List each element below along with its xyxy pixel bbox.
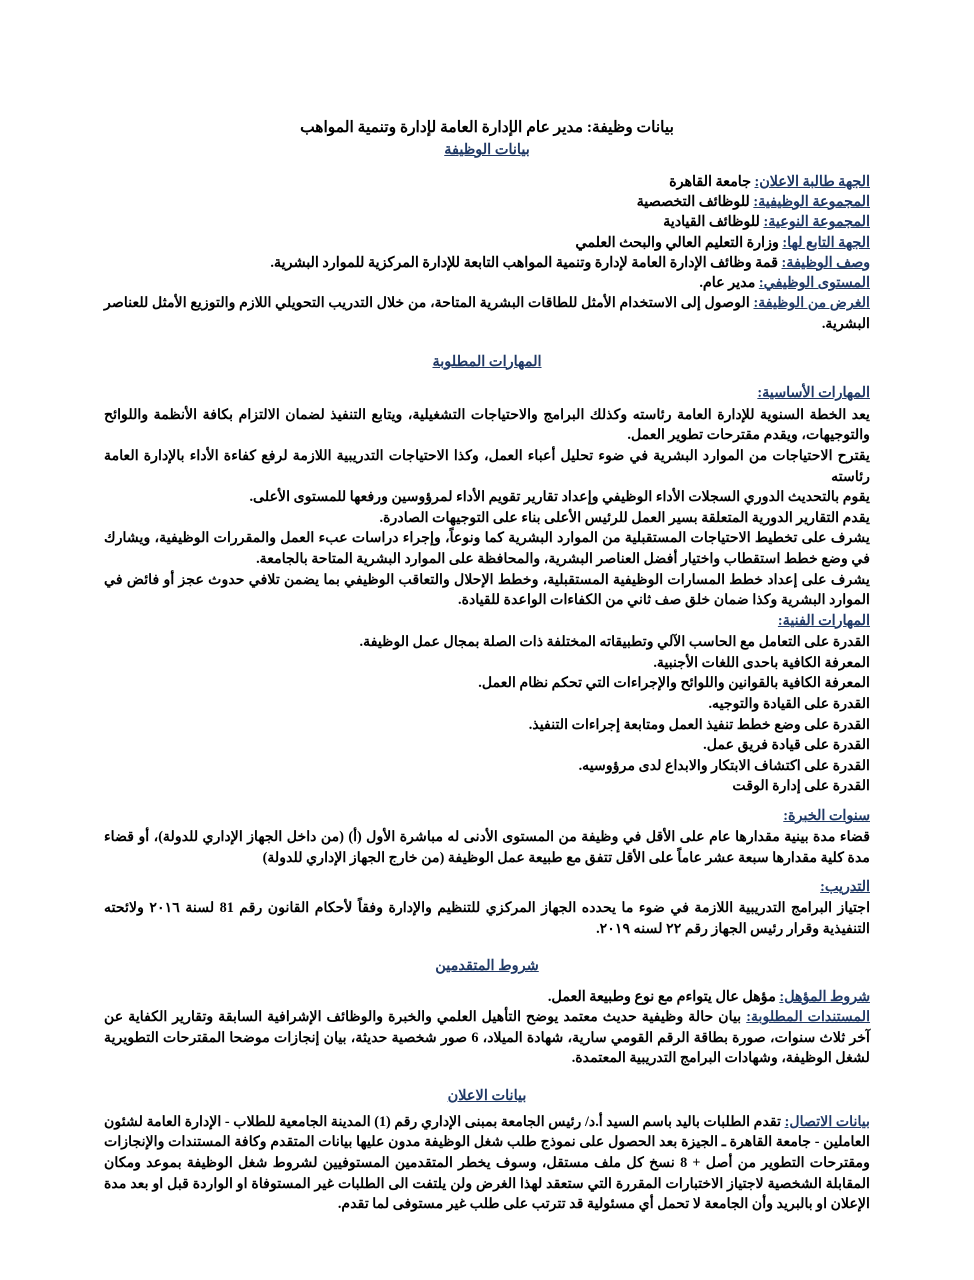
field-label: المجموعة الوظيفية:	[753, 193, 870, 210]
technical-skill-item: المعرفة الكافية بالقوانين واللوائح والإجراءات التي تحكم نظام العمل.	[478, 675, 870, 692]
field-value: جامعة القاهرة	[669, 173, 751, 190]
field-qualitative-group	[104, 212, 870, 232]
technical-skill-item: المعرفة الكافية باحدى اللغات الأجنبية.	[653, 654, 870, 671]
section-heading-applicant-conditions: شروط المتقدمين	[435, 958, 539, 975]
technical-skill-item: القدرة على إدارة الوقت	[732, 778, 870, 795]
subheading-technical-skills: المهارات الفنية:	[777, 612, 870, 629]
technical-skill-item: القدرة على القيادة والتوجيه.	[708, 695, 870, 712]
field-value: تقدم الطلبات باليد باسم السيد أ.د/ رئيس الجامعة بمبنى الإداري رقم (1) المدينة الجامعية للطلاب - الإدارة العامة لشئون العاملين - جامعة القاهرة ـ الجيزة بعد الحصول على نموذج طلب شغل الوظيفة مدون عليها بيانات المتقدم وكافة المستندات والإنجازات ومقترحات التطوير من أصل + 8 نسخ كل ملف مستقل، وسوف يخطر المتقدمين المستوفيين لشروط شغل الوظيفة بموعد ومكان المقابلة الشخصية لاجتياز الاختبارات المقررة التي ستعقد لهذا الغرض ولن يلتفت الى الطلبات غير المستوفاة او الواردة قبل او بعد مدة الإعلان او بالبريد وأن الجامعة لا تحمل أي مسئولية قد تترتب على طلب غير مستوفى لما تقدم.	[104, 1113, 870, 1213]
field-value: قمة وظائف الإدارة العامة لإدارة وتنمية المواهب التابعة للإدارة المركزية للموارد البشرية.	[270, 254, 778, 271]
field-parent-authority	[104, 233, 870, 253]
field-label: الجهة التابع لها:	[782, 234, 870, 251]
field-label: شروط المؤهل:	[779, 988, 870, 1005]
field-label: بيانات الاتصال:	[784, 1113, 871, 1130]
field-value: للوظائف التخصصية	[636, 193, 750, 210]
basic-skill-paragraph: يعد الخطة السنوية للإدارة العامة رئاسته وكذلك البرامج والاحتياجات التشغيلية، ويتابع التنفيذ لضمان الالتزام بكافة الأنظمة واللوائح والتوجيهات، ويقدم مقترحات تطوير العمل.	[104, 406, 870, 444]
field-label: المجموعة النوعية:	[763, 214, 870, 231]
experience-text: قضاء مدة بينية مقدارها عام على الأقل في وظيفة من المستوى الأدنى له مباشرة الأول (أ) (من داخل الجهاز الإداري للدولة)، أو قضاء مدة كلية مقدارها سبعة عشر عاماً على الأقل تتفق مع طبيعة عمل الوظيفة (من خارج الجهاز الإداري للدولة)	[104, 829, 870, 866]
technical-skill-item: القدرة على اكتشاف الابتكار والابداع لدى مرؤوسيه.	[578, 757, 870, 774]
basic-skill-paragraph: يقدم التقارير الدورية المتعلقة بسير العمل للرئيس الأعلى بناء على التوجيهات الصادرة.	[379, 509, 870, 526]
basic-skill-paragraph: يقوم بالتحديث الدوري السجلات الأداء الوظيفي وإعداد تقارير تقويم الأداء لمرؤوسين ورفعها للمستوى الأعلى.	[249, 489, 870, 506]
field-value: الوصول إلى الاستخدام الأمثل للطاقات البشرية المتاحة، من خلال التدريب التحويلي اللازم والتوزيع الأمثل للعناصر البشرية.	[104, 295, 870, 333]
section-heading-required-skills: المهارات المطلوبة	[432, 353, 542, 370]
subheading-experience-years: سنوات الخبرة:	[783, 807, 870, 824]
page-title: بيانات وظيفة: مدير عام الإدارة العامة لإدارة وتنمية المواهب	[300, 119, 674, 136]
field-label: وصف الوظيفة:	[781, 254, 870, 271]
field-job-group	[104, 192, 870, 212]
field-value: مدير عام.	[699, 275, 756, 292]
basic-skill-paragraph: يشرف على تخطيط الاحتياجات المستقبلية من الموارد البشرية كما ونوعاً، وإجراء دراسات عبء العمل والمقررات الوظيفية، ويشارك في وضع خطط استقطاب واختيار أفضل العناصر البشرية، والمحافظة على الموارد البشرية المتاحة بالجامعة.	[104, 530, 870, 567]
field-job-level	[104, 273, 870, 293]
section-heading-job-data: بيانات الوظيفة	[444, 141, 530, 158]
subheading-basic-skills: المهارات الأساسية:	[757, 385, 870, 402]
field-value: بيان حالة وظيفية حديث معتمد يوضح التأهيل العلمي والخبرة والوظائف الإشرافية السابقة وتقارير الكفاية عن آخر ثلاث سنوات، صورة بطاقة الرقم القومي سارية، شهادة الميلاد، 6 صور شخصية حديثة، بيان إنجازات موضحا المقترحات التطويرية لشغل الوظيفة، وشهادات البرامج التدريبية المعتمدة.	[104, 1009, 870, 1067]
field-label: الغرض من الوظيفة:	[753, 295, 870, 312]
section-heading-announcement: بيانات الاعلان	[447, 1088, 527, 1105]
field-value: مؤهل عال يتواءم مع نوع وطبيعة العمل.	[547, 988, 776, 1005]
basic-skill-paragraph: يقترح الاحتياجات من الموارد البشرية في ضوء تحليل أعباء العمل، وكذا الاحتياجات التدريبية اللازمة لرفع كفاءة الأداء بالإدارة العامة رئاسته	[104, 448, 870, 485]
field-requesting-authority	[104, 172, 870, 192]
field-value: للوظائف القيادية	[663, 214, 760, 231]
spacer	[104, 162, 870, 172]
technical-skill-item: القدرة على وضع خطط تنفيذ العمل ومتابعة إجراءات التنفيذ.	[528, 716, 870, 733]
field-job-description	[104, 253, 870, 273]
subheading-training: التدريب:	[820, 878, 870, 895]
field-value: وزارة التعليم العالي والبحث العلمي	[575, 234, 779, 251]
field-label: المستوى الوظيفي:	[758, 275, 870, 292]
field-job-purpose	[104, 293, 870, 334]
field-required-documents	[104, 1007, 870, 1069]
field-label: المستندات المطلوبة:	[746, 1009, 871, 1026]
basic-skill-paragraph: يشرف على إعداد خطط المسارات الوظيفية المستقبلية، وخطط الإحلال والتعاقب الوظيفي بما يضمن تلافي حدوث عجز أو فائض في الموارد البشرية وكذا ضمان خلق صف ثاني من الكفاءات الواعدة للقيادة.	[104, 571, 870, 609]
training-text: اجتياز البرامج التدريبية اللازمة في ضوء ما يحدده الجهاز المركزي للتنظيم والإدارة وفقاً لأحكام القانون رقم 81 لسنة ٢٠١٦ ولائحته التنفيذية وقرار رئيس الجهاز رقم ٢٢ لسنه ٢٠١٩.	[104, 900, 871, 937]
field-qualification-conditions	[104, 987, 870, 1007]
technical-skill-item: القدرة على قيادة فريق عمل.	[703, 737, 870, 754]
field-label: الجهة طالبة الاعلان:	[754, 173, 870, 190]
technical-skill-item: القدرة على التعامل مع الحاسب الآلي وتطبيقاته المختلفة ذات الصلة بمجال عمل الوظيفة.	[359, 634, 870, 651]
field-contact-details	[104, 1112, 870, 1215]
